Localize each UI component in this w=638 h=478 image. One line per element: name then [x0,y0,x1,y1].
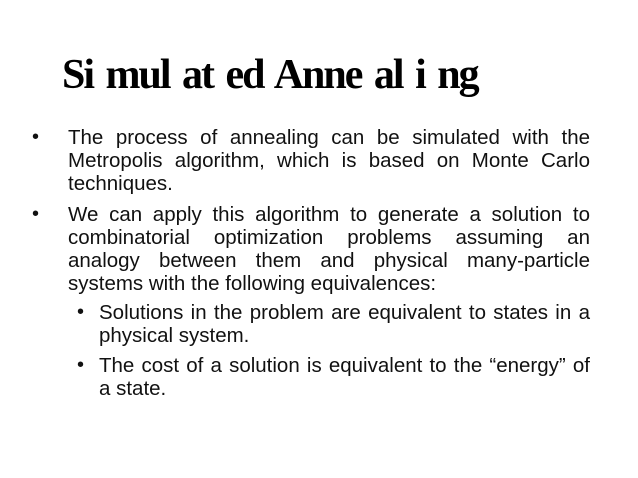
bullet-dot-icon: • [77,301,85,323]
bullet-dot-icon: • [32,203,40,225]
sub-bullet-text: Solutions in the problem are equivalent to states in a physical system. [99,301,590,347]
bullet-item [30,203,590,400]
bullet-item [30,126,590,195]
bullet-dot-icon: • [77,354,85,376]
bullet-text: The process of annealing can be simulated with the Metropolis algorithm, which is based on Monte Carlo techniques. [68,126,590,195]
sub-bullet-text: The cost of a solution is equivalent to the “energy” of a state. [99,354,590,400]
slide-title: Si mul at ed Anne al i ng [62,52,478,98]
bullet-list [30,126,590,408]
sub-bullet-item [68,301,590,347]
sub-bullet-item [68,354,590,400]
sub-bullet-list [68,301,590,400]
bullet-text: We can apply this algorithm to generate a solution to combinatorial optimization problems assuming an analogy between them and physical many-particle systems with the following equivalences: [68,203,590,295]
bullet-dot-icon: • [32,126,40,148]
